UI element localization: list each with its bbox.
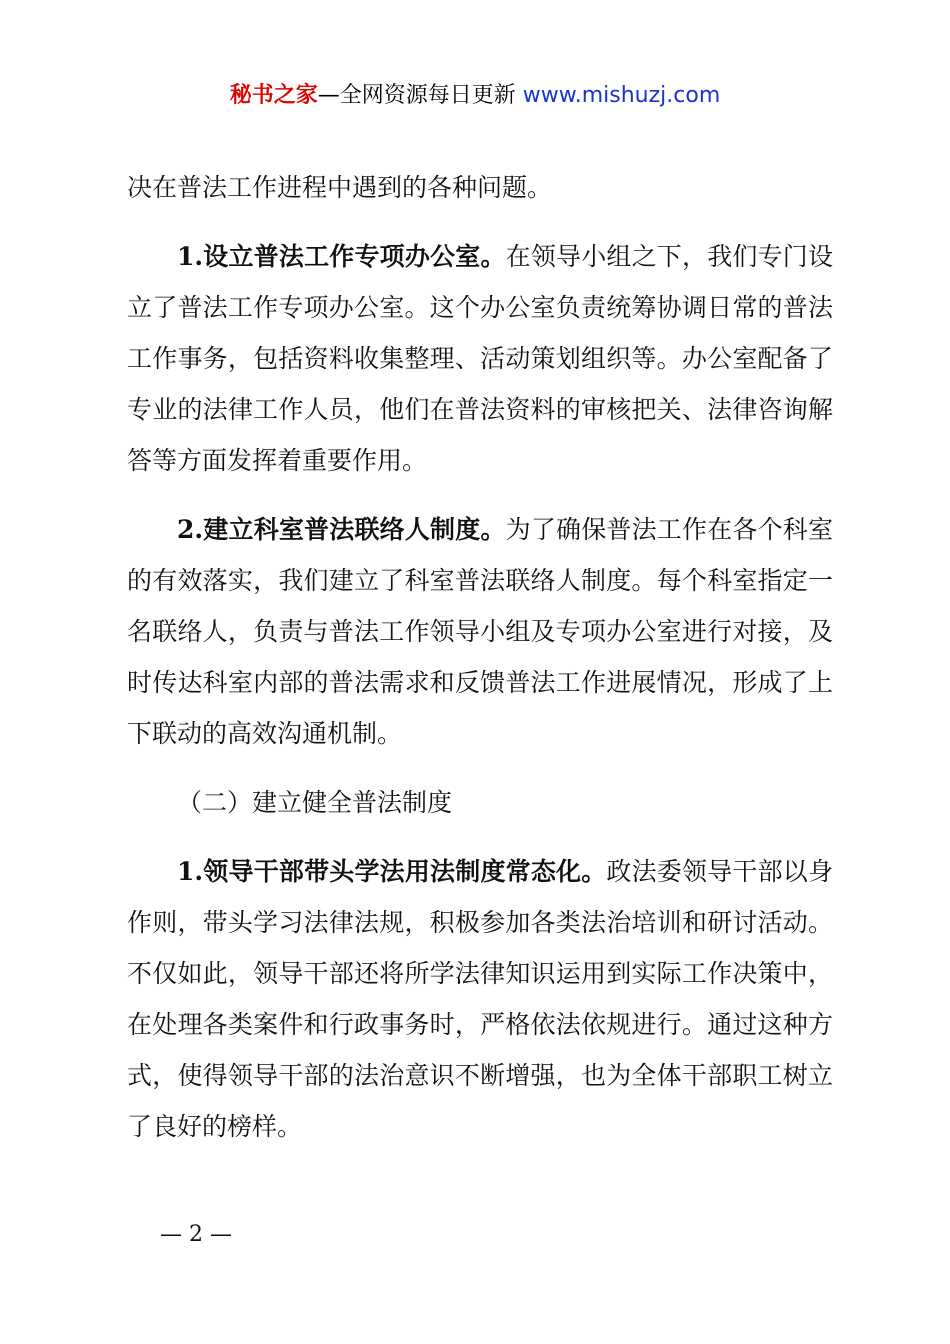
item-heading: 领导干部带头学法用法制度常态化。 xyxy=(203,857,607,886)
document-body xyxy=(127,162,833,1170)
paragraph-text: 决在普法工作进程中遇到的各种问题。 xyxy=(127,173,553,202)
item-heading: 设立普法工作专项办公室。 xyxy=(203,242,506,271)
paragraph xyxy=(127,231,833,486)
website-link[interactable]: www.mishuzj.com xyxy=(522,83,721,108)
paragraph-text: 政法委领导干部以身作则，带头学习法律法规，积极参加各类法治培训和研讨活动。不仅如此，领导干部还将所学法律知识运用到实际工作决策中，在处理各类案件和行政事务时，严格依法依规进行。通过这种方式，使得领导干部的法治意识不断增强，也为全体干部职工树立了良好的榜样。 xyxy=(127,857,833,1141)
item-number: 1. xyxy=(177,242,204,271)
item-number: 2. xyxy=(177,515,204,544)
paragraph xyxy=(127,162,833,213)
paragraph xyxy=(127,846,833,1152)
item-heading: 建立科室普法联络人制度。 xyxy=(203,515,506,544)
page-number: — 2 — xyxy=(160,1222,232,1247)
paragraph-text: 为了确保普法工作在各个科室的有效落实，我们建立了科室普法联络人制度。每个科室指定一名联络人，负责与普法工作领导小组及专项办公室进行对接，及时传达科室内部的普法需求和反馈普法工作进展情况，形成了上下联动的高效沟通机制。 xyxy=(127,515,833,748)
header-tagline: —全网资源每日更新 xyxy=(317,83,516,108)
section-heading xyxy=(127,777,833,828)
site-header xyxy=(0,78,950,114)
brand-name: 秘书之家 xyxy=(229,83,318,108)
paragraph-text: 在领导小组之下，我们专门设立了普法工作专项办公室。这个办公室负责统筹协调日常的普法工作事务，包括资料收集整理、活动策划组织等。办公室配备了专业的法律工作人员，他们在普法资料的审核把关、法律咨询解答等方面发挥着重要作用。 xyxy=(127,242,833,475)
item-number: 1. xyxy=(177,857,204,886)
section-heading-text: （二）建立健全普法制度 xyxy=(177,788,453,817)
paragraph xyxy=(127,504,833,759)
